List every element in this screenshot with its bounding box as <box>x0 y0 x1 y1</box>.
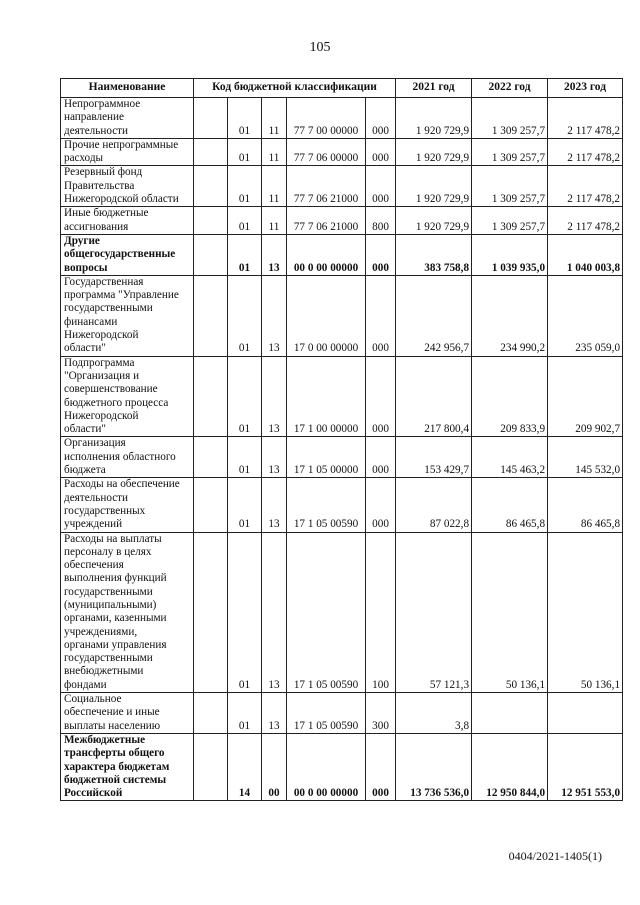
row-value-2022: 234 990,2 <box>472 275 548 356</box>
row-value-2021: 1 920 729,9 <box>396 207 472 235</box>
row-subsection-code: 13 <box>262 437 287 478</box>
row-name-line: общегосударственные <box>64 248 176 261</box>
row-target-code: 77 7 06 00000 <box>287 138 366 166</box>
row-section-code: 01 <box>228 166 262 207</box>
table-header-row <box>61 79 623 98</box>
row-name-line: выплаты населению <box>64 719 161 732</box>
row-empty-cell <box>194 733 228 800</box>
row-value-2023: 86 465,8 <box>548 478 623 532</box>
row-name-line: ассигнования <box>64 220 129 233</box>
row-subsection-code: 11 <box>262 207 287 235</box>
row-value-2022: 209 833,9 <box>472 356 548 437</box>
row-expense-type-code: 300 <box>366 693 396 734</box>
row-name-line: бюджетной системы <box>64 773 167 786</box>
row-value-2023: 12 951 553,0 <box>548 733 623 800</box>
row-section-code: 01 <box>228 478 262 532</box>
row-name <box>61 437 194 478</box>
table-row <box>61 207 623 235</box>
row-section-code: 01 <box>228 234 262 275</box>
row-subsection-code: 11 <box>262 166 287 207</box>
row-name-line: совершенствование <box>64 383 158 396</box>
row-value-2022: 50 136,1 <box>472 532 548 693</box>
row-empty-cell <box>194 356 228 437</box>
row-name-line: программа "Управление <box>64 289 179 302</box>
row-expense-type-code: 000 <box>366 98 396 139</box>
row-empty-cell <box>194 478 228 532</box>
row-name-line: характера бюджетам <box>64 760 170 773</box>
row-value-2022: 1 309 257,7 <box>472 166 548 207</box>
row-name-line: органами управления <box>64 638 167 651</box>
row-target-code: 00 0 00 00000 <box>287 733 366 800</box>
row-name-line: вопросы <box>64 261 108 274</box>
row-name-line: обеспечение и иные <box>64 706 160 719</box>
row-value-2023: 1 040 003,8 <box>548 234 623 275</box>
row-empty-cell <box>194 437 228 478</box>
row-value-2023: 235 059,0 <box>548 275 623 356</box>
table-row <box>61 98 623 139</box>
table-row <box>61 733 623 800</box>
row-empty-cell <box>194 693 228 734</box>
row-name-line: (муниципальными) <box>64 598 157 611</box>
row-name-line: Прочие непрограммные <box>64 138 179 151</box>
table-body <box>61 98 623 801</box>
row-name-line: направление <box>64 111 124 124</box>
row-value-2021: 13 736 536,0 <box>396 733 472 800</box>
row-name-line: внебюджетными <box>64 665 144 678</box>
row-subsection-code: 11 <box>262 98 287 139</box>
row-name-line: Организация <box>64 437 126 450</box>
header-2022: 2022 год <box>472 79 548 98</box>
row-section-code: 01 <box>228 437 262 478</box>
row-value-2021: 1 920 729,9 <box>396 166 472 207</box>
row-expense-type-code: 000 <box>366 275 396 356</box>
row-subsection-code: 13 <box>262 532 287 693</box>
row-name-line: Расходы на обеспечение <box>64 478 180 491</box>
row-expense-type-code: 000 <box>366 234 396 275</box>
row-name-line: государственных <box>64 504 146 517</box>
row-section-code: 01 <box>228 275 262 356</box>
row-value-2023: 2 117 478,2 <box>548 98 623 139</box>
row-value-2023: 50 136,1 <box>548 532 623 693</box>
row-subsection-code: 11 <box>262 138 287 166</box>
table-row <box>61 166 623 207</box>
page-number: 105 <box>309 40 331 55</box>
row-value-2023: 145 532,0 <box>548 437 623 478</box>
row-name-line: Нижегородской <box>64 329 139 342</box>
row-subsection-code: 13 <box>262 478 287 532</box>
row-name-line: расходы <box>64 152 104 165</box>
row-value-2023: 2 117 478,2 <box>548 207 623 235</box>
row-name-line: Российской <box>64 787 123 800</box>
row-name-line: органами, казенными <box>64 612 167 625</box>
row-value-2023 <box>548 693 623 734</box>
row-subsection-code: 13 <box>262 356 287 437</box>
row-empty-cell <box>194 234 228 275</box>
table-row <box>61 693 623 734</box>
row-name-line: Межбюджетные <box>64 733 146 746</box>
row-name <box>61 275 194 356</box>
row-name-line: государственными <box>64 302 153 315</box>
table-row <box>61 478 623 532</box>
row-value-2021: 1 920 729,9 <box>396 138 472 166</box>
row-target-code: 77 7 06 21000 <box>287 207 366 235</box>
document-code: 0404/2021-1405(1) <box>508 849 602 863</box>
table-row <box>61 532 623 693</box>
row-name-line: учреждений <box>64 518 123 531</box>
row-value-2022: 12 950 844,0 <box>472 733 548 800</box>
row-name <box>61 234 194 275</box>
row-name <box>61 693 194 734</box>
row-target-code: 17 1 05 00590 <box>287 478 366 532</box>
row-name-line: Нижегородской <box>64 409 139 422</box>
row-empty-cell <box>194 207 228 235</box>
row-name-line: Нижегородской области <box>64 193 179 206</box>
row-target-code: 17 0 00 00000 <box>287 275 366 356</box>
row-section-code: 01 <box>228 356 262 437</box>
row-expense-type-code: 000 <box>366 437 396 478</box>
row-value-2023: 209 902,7 <box>548 356 623 437</box>
header-name: Наименование <box>61 79 194 98</box>
row-section-code: 14 <box>228 733 262 800</box>
row-expense-type-code: 000 <box>366 733 396 800</box>
row-value-2022 <box>472 693 548 734</box>
row-value-2023: 2 117 478,2 <box>548 138 623 166</box>
row-name-line: "Организация и <box>64 369 140 382</box>
row-value-2022: 1 309 257,7 <box>472 138 548 166</box>
row-expense-type-code: 800 <box>366 207 396 235</box>
table-row <box>61 138 623 166</box>
row-empty-cell <box>194 532 228 693</box>
row-empty-cell <box>194 98 228 139</box>
row-name-line: фондами <box>64 678 107 691</box>
row-target-code: 17 1 05 00590 <box>287 693 366 734</box>
row-value-2021: 3,8 <box>396 693 472 734</box>
row-name-line: Резервный фонд <box>64 166 143 179</box>
budget-table <box>60 78 623 801</box>
row-empty-cell <box>194 275 228 356</box>
row-name-line: Расходы на выплаты <box>64 532 162 545</box>
row-name-line: области" <box>64 423 106 436</box>
row-name-line: персоналу в целях <box>64 545 152 558</box>
row-name-line: деятельности <box>64 124 129 137</box>
row-name-line: Непрограммное <box>64 98 141 110</box>
header-2021: 2021 год <box>396 79 472 98</box>
row-name-line: области" <box>64 342 106 355</box>
row-value-2021: 57 121,3 <box>396 532 472 693</box>
row-name-line: государственными <box>64 652 153 665</box>
row-target-code: 00 0 00 00000 <box>287 234 366 275</box>
row-value-2021: 87 022,8 <box>396 478 472 532</box>
row-name <box>61 478 194 532</box>
header-2023: 2023 год <box>548 79 623 98</box>
row-section-code: 01 <box>228 138 262 166</box>
row-value-2022: 145 463,2 <box>472 437 548 478</box>
row-name-line: бюджетного процесса <box>64 396 169 409</box>
row-value-2021: 217 800,4 <box>396 356 472 437</box>
row-empty-cell <box>194 138 228 166</box>
row-value-2022: 1 039 935,0 <box>472 234 548 275</box>
row-value-2021: 1 920 729,9 <box>396 98 472 139</box>
row-name <box>61 138 194 166</box>
row-name <box>61 166 194 207</box>
row-target-code: 77 7 00 00000 <box>287 98 366 139</box>
row-target-code: 77 7 06 21000 <box>287 166 366 207</box>
row-name-line: Подпрограмма <box>64 356 135 369</box>
row-value-2023: 2 117 478,2 <box>548 166 623 207</box>
row-value-2022: 1 309 257,7 <box>472 98 548 139</box>
row-section-code: 01 <box>228 693 262 734</box>
row-value-2021: 383 758,8 <box>396 234 472 275</box>
row-name-line: учреждениями, <box>64 625 138 638</box>
row-name-line: бюджета <box>64 464 106 477</box>
row-name <box>61 356 194 437</box>
row-value-2022: 1 309 257,7 <box>472 207 548 235</box>
row-name <box>61 207 194 235</box>
row-name <box>61 532 194 693</box>
row-section-code: 01 <box>228 98 262 139</box>
row-name-line: Государственная <box>64 275 144 288</box>
row-expense-type-code: 000 <box>366 166 396 207</box>
row-empty-cell <box>194 166 228 207</box>
row-expense-type-code: 000 <box>366 356 396 437</box>
row-name-line: государственными <box>64 585 153 598</box>
row-name-line: Другие <box>64 234 100 247</box>
row-name-line: финансами <box>64 315 118 328</box>
row-name-line: деятельности <box>64 491 129 504</box>
row-target-code: 17 1 05 00590 <box>287 532 366 693</box>
row-section-code: 01 <box>228 532 262 693</box>
row-name-line: исполнения областного <box>64 450 176 463</box>
row-name <box>61 733 194 800</box>
row-name-line: Правительства <box>64 179 135 192</box>
row-name-line: Иные бюджетные <box>64 207 149 220</box>
table-row <box>61 437 623 478</box>
table-row <box>61 234 623 275</box>
row-value-2022: 86 465,8 <box>472 478 548 532</box>
row-name-line: трансферты общего <box>64 747 165 760</box>
row-value-2021: 153 429,7 <box>396 437 472 478</box>
row-name-line: выполнения функций <box>64 572 167 585</box>
row-name-line: Социальное <box>64 693 122 706</box>
table-row <box>61 275 623 356</box>
row-subsection-code: 00 <box>262 733 287 800</box>
row-value-2021: 242 956,7 <box>396 275 472 356</box>
row-expense-type-code: 000 <box>366 138 396 166</box>
table-row <box>61 356 623 437</box>
row-target-code: 17 1 00 00000 <box>287 356 366 437</box>
row-expense-type-code: 000 <box>366 478 396 532</box>
row-expense-type-code: 100 <box>366 532 396 693</box>
row-name-line: обеспечения <box>64 559 124 572</box>
header-code: Код бюджетной классификации <box>194 79 396 98</box>
row-section-code: 01 <box>228 207 262 235</box>
row-subsection-code: 13 <box>262 234 287 275</box>
row-subsection-code: 13 <box>262 693 287 734</box>
row-target-code: 17 1 05 00000 <box>287 437 366 478</box>
row-name <box>61 98 194 139</box>
row-subsection-code: 13 <box>262 275 287 356</box>
